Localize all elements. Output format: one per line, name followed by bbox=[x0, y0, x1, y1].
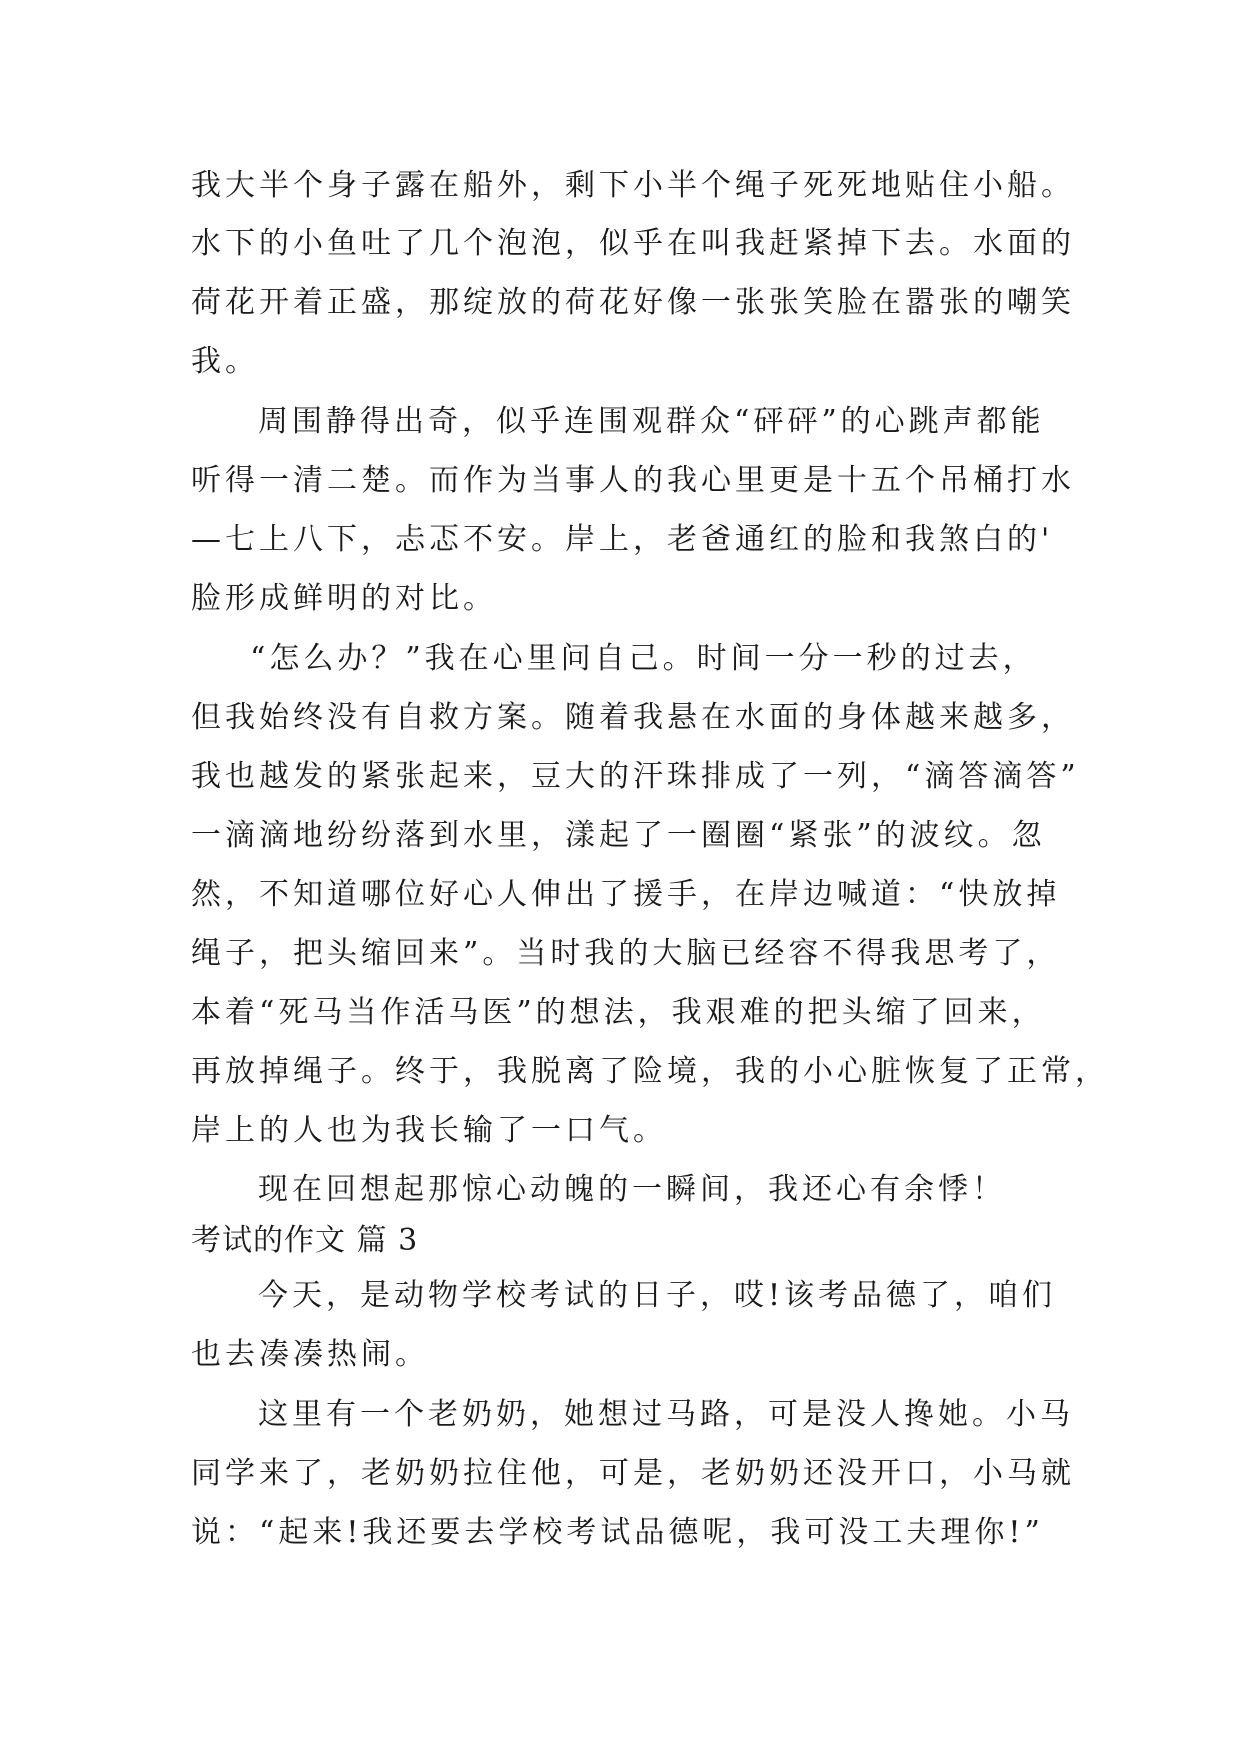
paragraph-line: 然，不知道哪位好心人伸出了援手，在岸边喊道：“快放掉 bbox=[191, 877, 1061, 912]
paragraph-line: 绳子，把头缩回来”。当时我的大脑已经容不得我思考了， bbox=[191, 936, 1061, 971]
paragraph-line: 说：“起来!我还要去学校考试品德呢，我可没工夫理你!” bbox=[191, 1515, 1044, 1550]
paragraph-line: 听得一清二楚。而作为当事人的我心里更是十五个吊桶打水 bbox=[191, 463, 1075, 498]
paragraph-line: 同学来了，老奶奶拉住他，可是，老奶奶还没开口，小马就 bbox=[191, 1456, 1075, 1491]
paragraph-line: “怎么办？”我在心里问自己。时间一分一秒的过去， bbox=[250, 641, 1037, 676]
paragraph-line: 也去凑凑热闹。 bbox=[191, 1337, 429, 1372]
paragraph-line: 我也越发的紧张起来，豆大的汗珠排成了一列，“滴答滴答” bbox=[191, 759, 1080, 794]
paragraph-line: 荷花开着正盛，那绽放的荷花好像一张张笑脸在嚣张的嘲笑 bbox=[191, 285, 1075, 320]
paragraph-line: 周围静得出奇，似乎连围观群众“砰砰”的心跳声都能 bbox=[258, 404, 1045, 439]
paragraph-line: 脸形成鲜明的对比。 bbox=[191, 581, 497, 616]
paragraph-line: 现在回想起那惊心动魄的一瞬间，我还心有余悸！ bbox=[258, 1172, 1006, 1207]
paragraph-line: 我大半个身子露在船外，剩下小半个绳子死死地贴住小船。 bbox=[191, 168, 1075, 203]
paragraph-line: —七上八下，忐忑不安。岸上，老爸通红的脸和我煞白的' bbox=[191, 522, 1054, 557]
paragraph-line: 这里有一个老奶奶，她想过马路，可是没人搀她。小马 bbox=[258, 1397, 1074, 1432]
paragraph-line: 今天，是动物学校考试的日子，哎!该考品德了，咱们 bbox=[258, 1278, 1057, 1313]
paragraph-line: 但我始终没有自救方案。随着我悬在水面的身体越来越多， bbox=[191, 700, 1075, 735]
paragraph-line: 一滴滴地纷纷落到水里，漾起了一圈圈“紧张”的波纹。忽 bbox=[191, 818, 1046, 853]
section-title: 考试的作文 篇 3 bbox=[191, 1223, 419, 1258]
paragraph-line: 岸上的人也为我长输了一口气。 bbox=[191, 1113, 667, 1148]
paragraph-line: 水下的小鱼吐了几个泡泡，似乎在叫我赶紧掉下去。水面的 bbox=[191, 226, 1075, 261]
paragraph-line: 我。 bbox=[191, 344, 259, 379]
paragraph-line: 本着“死马当作活马医”的想法，我艰难的把头缩了回来， bbox=[191, 995, 1046, 1030]
paragraph-line: 再放掉绳子。终于，我脱离了险境，我的小心脏恢复了正常， bbox=[191, 1054, 1109, 1089]
